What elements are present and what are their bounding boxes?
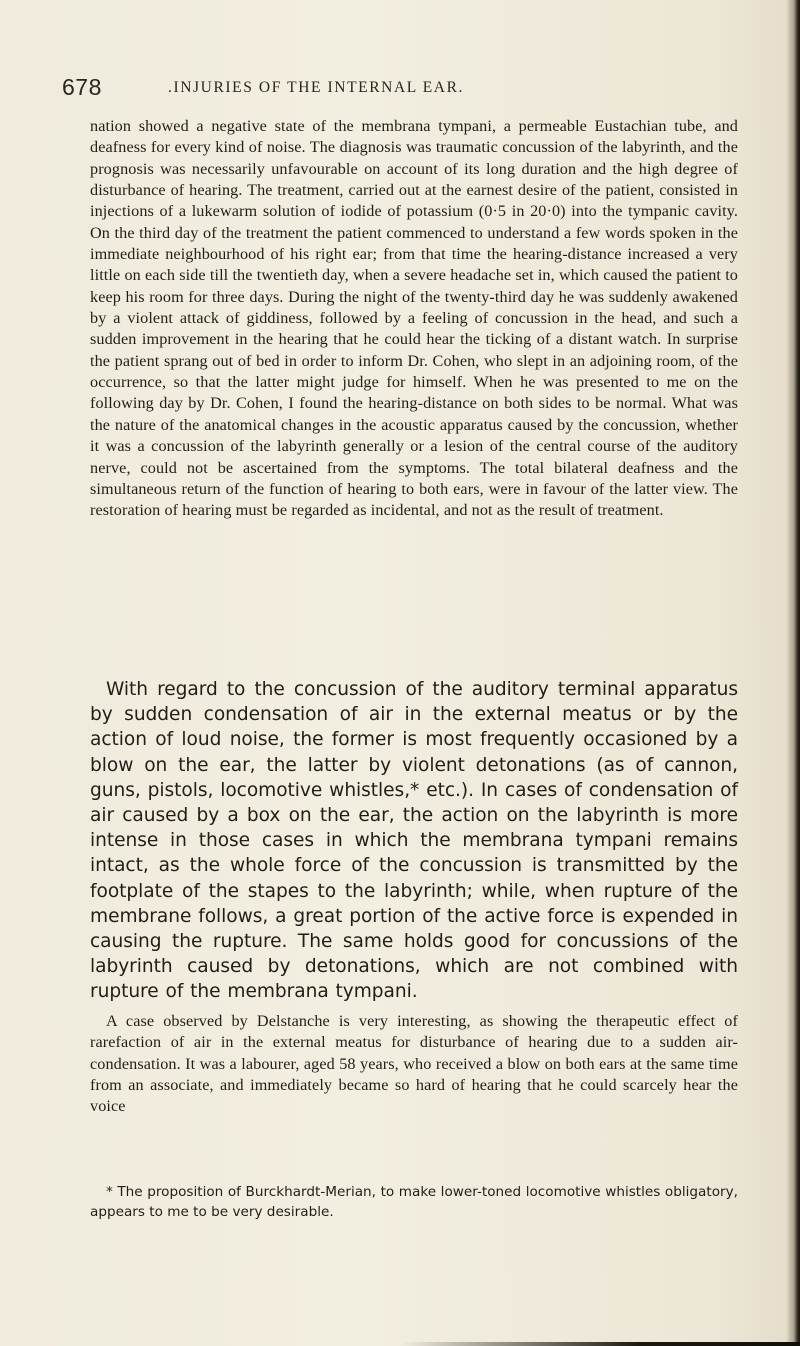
body-paragraph-1: nation showed a negative state of the membrana tympani, a permeable Eustachian tube, and deafness for every kind of noise. The diagnosis was traumatic concussion of the labyrinth, and the prognosis was necessarily unfavourable on account of its long duration and the high degree of disturbance of hearing. The treatment, carried out at the earnest desire of the patient, consisted in injections of a lukewarm solution of iodide of potassium (0·5 in 20·0) into the tympanic cavity. On the third day of the treatment the patient commenced to understand a few words spoken in the immediate neighbourhood of his right ear; from that time the hearing-distance increased a very little on each side till the twentieth day, when a severe headache set in, which caused the patient to keep his room for three days. During the night of the twenty-third day he was suddenly awakened by a violent attack of giddiness, followed by a feeling of concussion in the head, and such a sudden improvement in the hearing that he could hear the ticking of a distant watch. In surprise the patient sprang out of bed in order to inform Dr. Cohen, who slept in an adjoining room, of the occurrence, so that the latter might judge for himself. When he was presented to me on the following day by Dr. Cohen, I found the hearing-distance on both sides to be normal. What was the nature of the anatomical changes in the acoustic apparatus caused by the concussion, whether it was a concussion of the labyrinth generally or a lesion of the central course of the auditory nerve, could not be ascertained from the symptoms. The total bilateral deafness and the simultaneous return of the function of hearing to both ears, were in favour of the latter view. The restoration of hearing must be regarded as incidental, and not as the result of treatment. bbox=[90, 117, 738, 520]
binding-edge-shadow bbox=[786, 0, 800, 1346]
bottom-edge-shadow bbox=[400, 1342, 800, 1346]
running-title: .INJURIES OF THE INTERNAL EAR. bbox=[168, 79, 464, 96]
footnote: * The proposition of Burckhardt-Merian, to make lower-toned locomotive whistles obligatory, appears to me to be very desirable. bbox=[90, 1184, 738, 1220]
body-paragraph-3: A case observed by Delstanche is very interesting, as showing the therapeutic effect of rarefaction of air in the external meatus for disturbance of hearing due to a sudden air-condensation. It was a labourer, aged 58 years, who received a blow on both ears at the same time from an associate, and immediately became so hard of hearing that he could scarcely hear the voice bbox=[90, 1012, 738, 1116]
body-paragraph-2: With regard to the concussion of the auditory terminal apparatus by sudden condensation of air in the external meatus or by the action of loud noise, the former is most frequently occasioned by a blow on the ear, the latter by violent detonations (as of cannon, guns, pistols, locomotive whistles,* etc.). In cases of condensation of air caused by a box on the ear, the action on the labyrinth is more intense in those cases in which the membrana tympani remains intact, as the whole force of the concussion is transmitted by the footplate of the stapes to the labyrinth; while, when rupture of the membrane follows, a great portion of the active force is expended in causing the rupture. The same holds good for concussions of the labyrinth caused by detonations, which are not combined with rupture of the membrana tympani. bbox=[90, 679, 738, 1003]
running-head bbox=[62, 74, 742, 104]
page-number: 678 bbox=[62, 74, 102, 100]
